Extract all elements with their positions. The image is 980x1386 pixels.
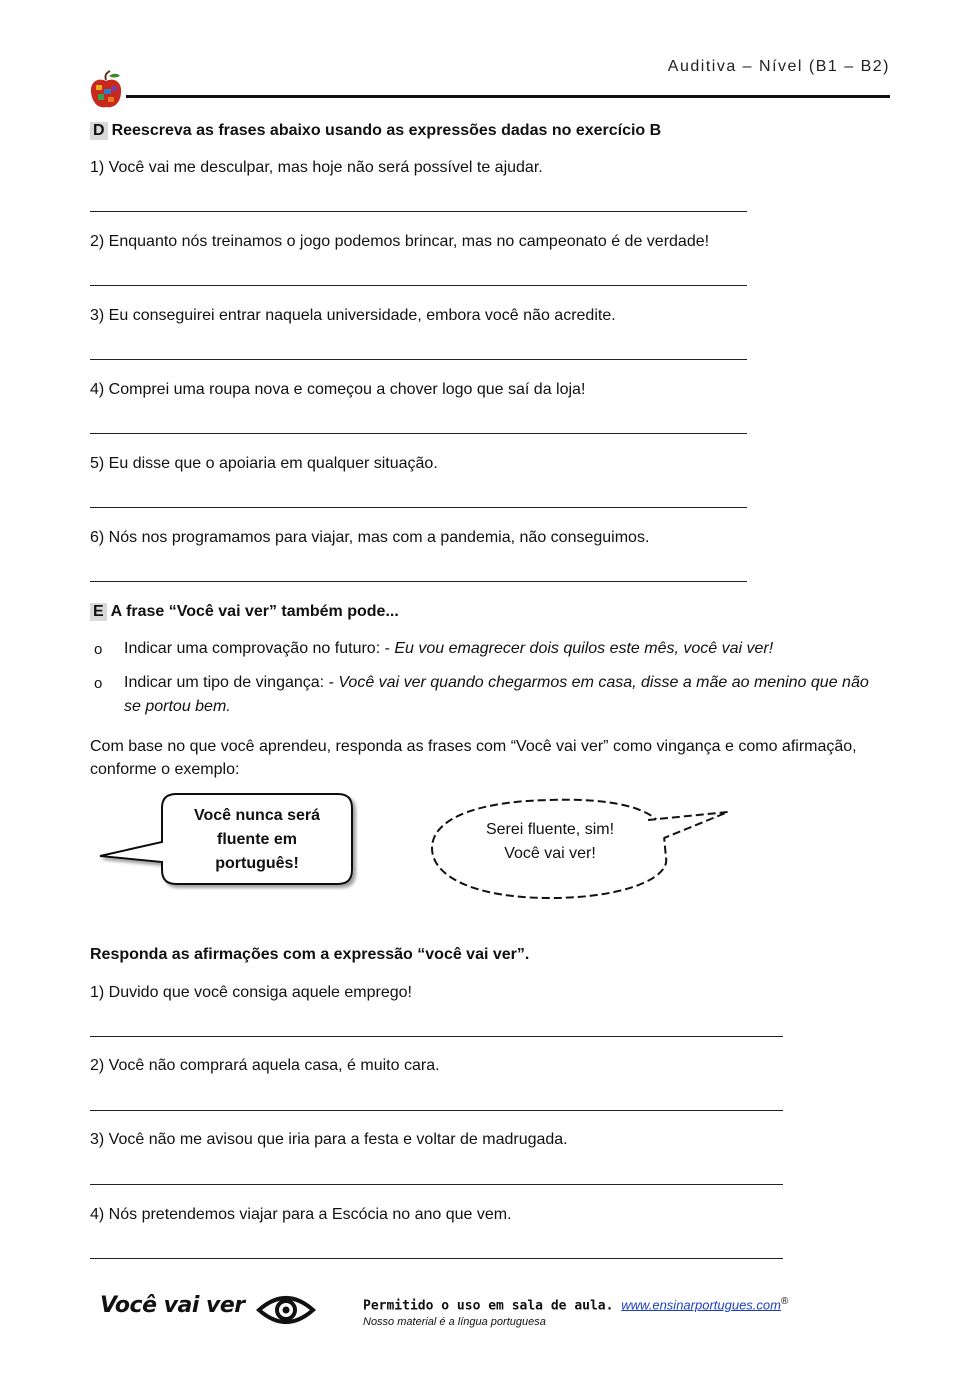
answer-line-d-6[interactable] xyxy=(90,581,747,582)
answer-line-d-4[interactable] xyxy=(90,433,747,434)
bubble-right-line-2: Você vai ver! xyxy=(504,845,596,862)
exercise-d-item-4: 4) Comprei uma roupa nova e começou a chover logo que saí da loja! xyxy=(90,381,586,398)
speech-bubble-left-text xyxy=(164,804,350,876)
section-e-heading xyxy=(90,603,399,621)
answer-line-f-4[interactable] xyxy=(90,1258,783,1259)
exercise-f-item-2: 2) Você não comprará aquela casa, é muito cara. xyxy=(90,1057,440,1074)
section-f-title: Responda as afirmações com a expressão “você vai ver”. xyxy=(90,946,530,963)
answer-line-f-1[interactable] xyxy=(90,1036,783,1037)
exercise-d-item-3: 3) Eu conseguirei entrar naquela universidade, embora você não acredite. xyxy=(90,307,616,324)
bullet-marker-2: o xyxy=(94,675,103,692)
bullet-item-1 xyxy=(124,640,773,658)
bullet-marker-1: o xyxy=(94,641,103,658)
bullet-example-1: Eu vou emagrecer dois quilos este mês, você vai ver! xyxy=(394,640,774,657)
exercise-f-item-4: 4) Nós pretendemos viajar para a Escócia no ano que vem. xyxy=(90,1206,512,1223)
answer-line-f-3[interactable] xyxy=(90,1184,783,1185)
footer-permission xyxy=(363,1296,788,1313)
bullet-example-2: Você vai ver quando chegarmos em casa, disse a mãe ao menino que não xyxy=(338,674,869,691)
bubble-left-line-1: Você nunca será xyxy=(194,807,320,824)
exercise-d-item-2: 2) Enquanto nós treinamos o jogo podemos brincar, mas no campeonato é de verdade! xyxy=(90,233,710,250)
section-e-instructions-line-1: Com base no que você aprendeu, responda as frases com “Você vai ver” como vingança e como afirmação, xyxy=(90,738,857,755)
page-header-title: Auditiva – Nível (B1 – B2) xyxy=(667,58,890,75)
section-e-letter: E xyxy=(90,603,107,621)
footer-title: Você vai ver xyxy=(100,1293,245,1318)
eye-icon xyxy=(256,1292,316,1328)
footer-website-link[interactable]: www.ensinarportugues.com xyxy=(621,1297,781,1313)
speech-bubble-right-text xyxy=(466,818,634,866)
footer-subtitle: Nosso material é a língua portuguesa xyxy=(363,1316,546,1328)
bullet-label-1: Indicar uma comprovação no futuro: - xyxy=(124,640,395,657)
answer-line-d-1[interactable] xyxy=(90,211,747,212)
exercise-d-item-6: 6) Nós nos programamos para viajar, mas com a pandemia, não conseguimos. xyxy=(90,529,650,546)
answer-line-d-5[interactable] xyxy=(90,507,747,508)
exercise-f-item-1: 1) Duvido que você consiga aquele emprego! xyxy=(90,984,412,1001)
apple-logo-icon xyxy=(88,70,124,110)
section-e-instructions-line-2: conforme o exemplo: xyxy=(90,761,240,778)
bubble-left-line-2: fluente em xyxy=(216,831,297,848)
answer-line-f-2[interactable] xyxy=(90,1110,783,1111)
answer-line-d-3[interactable] xyxy=(90,359,747,360)
bullet-label-2: Indicar um tipo de vingança: - xyxy=(124,674,339,691)
footer-registered-mark: ® xyxy=(780,1296,789,1307)
bullet-item-2 xyxy=(124,674,869,692)
bullet-example-2-continued: se portou bem. xyxy=(124,698,231,715)
header-divider xyxy=(126,95,890,98)
bubble-right-line-1: Serei fluente, sim! xyxy=(485,821,615,838)
exercise-f-item-3: 3) Você não me avisou que iria para a festa e voltar de madrugada. xyxy=(90,1131,568,1148)
section-e-title: A frase “Você vai ver” também pode... xyxy=(110,603,399,620)
answer-line-d-2[interactable] xyxy=(90,285,747,286)
section-d-heading xyxy=(90,122,661,140)
bubble-left-line-3: português! xyxy=(215,855,299,872)
section-d-letter: D xyxy=(90,122,108,140)
section-d-title: Reescreva as frases abaixo usando as expressões dadas no exercício B xyxy=(111,122,662,139)
exercise-d-item-1: 1) Você vai me desculpar, mas hoje não será possível te ajudar. xyxy=(90,159,543,176)
footer-permission-text: Permitido o uso em sala de aula. xyxy=(363,1298,614,1314)
exercise-d-item-5: 5) Eu disse que o apoiaria em qualquer situação. xyxy=(90,455,438,472)
